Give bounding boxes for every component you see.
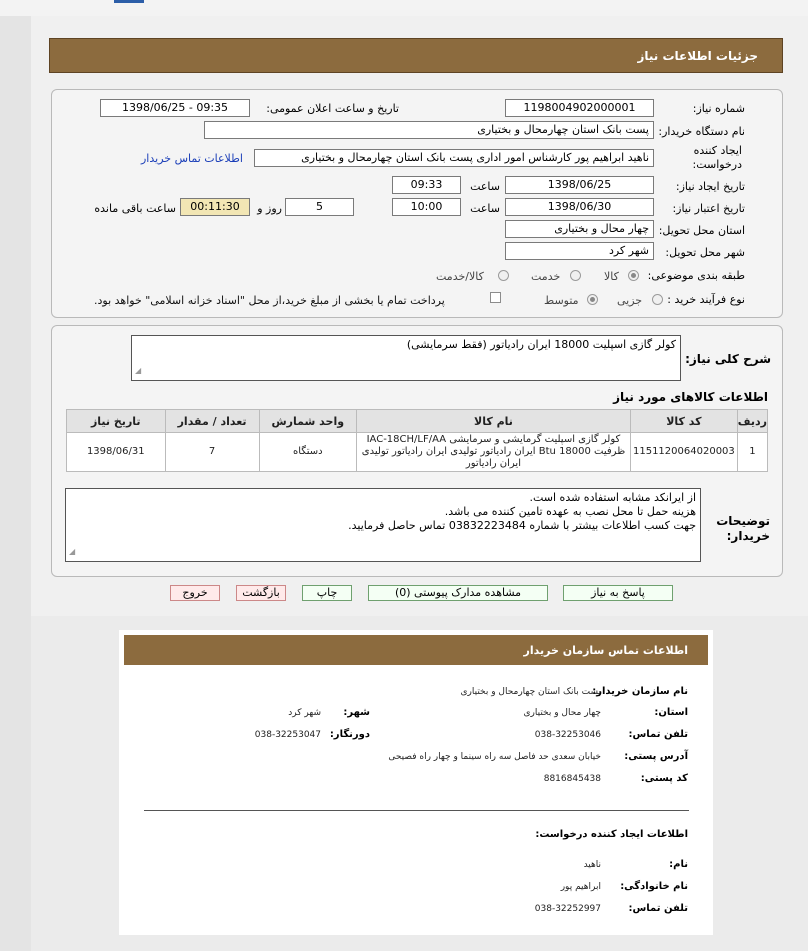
creator-family-label: نام خانوادگی:	[620, 881, 688, 892]
item-unit: دستگاه	[259, 433, 356, 472]
valid-time-label: ساعت	[470, 202, 500, 215]
description-text: کولر گازی اسپلیت 18000 ایران رادیاتور (فقط سرمایشی)	[406, 338, 676, 351]
creator-phone-label: تلفن تماس:	[628, 903, 688, 914]
contact-card-title: اطلاعات تماس سازمان خریدار	[523, 644, 688, 657]
province-label: استان محل تحویل:	[658, 224, 745, 237]
treasury-payment-checkbox[interactable]	[490, 292, 501, 303]
buyer-notes-textarea[interactable]	[65, 488, 701, 562]
category-radio-both[interactable]	[498, 270, 509, 281]
item-name: کولر گازی اسپلیت گرمایشی و سرمایشی IAC-18CH/LF/AA ظرفیت 18000 Btu ایران رادیاتور تولیدی ایران رادیاتور تولیدی ایران رادیاتور	[356, 433, 630, 472]
col-row: ردیف	[737, 410, 767, 433]
creator-label-line1: ایجاد کننده	[693, 144, 742, 157]
exit-button[interactable]: خروج	[170, 585, 220, 601]
item-code: 1151120064020003	[630, 433, 737, 472]
contact-org-value: پست بانک استان چهارمحال و بختیاری	[460, 687, 601, 697]
resize-grip-icon[interactable]: ◢	[69, 547, 76, 556]
print-button[interactable]: چاپ	[302, 585, 352, 601]
items-table	[66, 409, 768, 472]
remaining-label: ساعت باقی مانده	[94, 202, 176, 215]
col-qty: تعداد / مقدار	[165, 410, 259, 433]
back-button[interactable]: بازگشت	[236, 585, 286, 601]
creator-phone-value: 038-32252997	[534, 904, 601, 914]
creator-name-label: نام:	[669, 859, 688, 870]
contact-postal-label: کد پستی:	[640, 773, 688, 784]
contact-divider	[144, 810, 689, 811]
buyer-note-line-1: از ایرانکد مشابه استفاده شده است.	[529, 491, 696, 504]
city-label: شهر محل تحویل:	[665, 246, 745, 259]
reply-button[interactable]: پاسخ به نیاز	[563, 585, 673, 601]
buyer-note-line-2: هزینه حمل تا محل نصب به عهده تامین کننده می باشد.	[444, 505, 696, 518]
valid-date-label: تاریخ اعتبار نیاز:	[672, 202, 745, 215]
contact-postal-value: 8816845438	[543, 774, 601, 784]
table-row[interactable]	[67, 433, 768, 472]
remaining-time-field: 00:11:30	[180, 198, 250, 216]
purchase-type-label: نوع فرآیند خرید :	[667, 293, 745, 306]
created-date-label: تاریخ ایجاد نیاز:	[675, 180, 745, 193]
category-label: طبقه بندی موضوعی:	[647, 269, 745, 282]
announce-field: 1398/06/25 - 09:35	[100, 99, 250, 117]
contact-phone-label: تلفن تماس:	[628, 729, 688, 740]
category-radio-service[interactable]	[570, 270, 581, 281]
creator-label-line2: درخواست:	[692, 158, 742, 171]
created-time-label: ساعت	[470, 180, 500, 193]
need-number-label: شماره نیاز:	[692, 102, 745, 115]
col-code: کد کالا	[630, 410, 737, 433]
buyer-contact-card	[119, 630, 713, 935]
contact-address-label: آدرس پستی:	[624, 751, 688, 762]
resize-grip-icon[interactable]: ◢	[135, 366, 142, 375]
items-section-title: اطلاعات کالاهای مورد نیاز	[613, 390, 768, 404]
items-table-header	[67, 410, 768, 433]
contact-city-label: شهر:	[343, 707, 370, 718]
contact-phone-value: 038-32253046	[534, 730, 601, 740]
valid-time-field: 10:00	[392, 198, 461, 216]
creator-info-title: اطلاعات ایجاد کننده درخواست:	[535, 829, 688, 840]
buyer-field: پست بانک استان چهارمحال و بختیاری	[204, 121, 654, 139]
category-option-both: کالا/خدمت	[436, 270, 484, 283]
need-number-field: 1198004902000001	[505, 99, 654, 117]
contact-org-label: نام سازمان خریدار:	[592, 686, 688, 697]
item-date: 1398/06/31	[67, 433, 166, 472]
buyer-notes-label: توضیحات خریدار:	[716, 514, 770, 543]
description-textarea[interactable]	[131, 335, 681, 381]
category-radio-goods[interactable]	[628, 270, 639, 281]
buyer-label: نام دستگاه خریدار:	[658, 125, 745, 138]
contact-province-value: چهار محال و بختیاری	[523, 708, 601, 718]
created-date-field: 1398/06/25	[505, 176, 654, 194]
province-field: چهار محال و بختیاری	[505, 220, 654, 238]
col-name: نام کالا	[356, 410, 630, 433]
purchase-radio-medium[interactable]	[587, 294, 598, 305]
browser-top-bar	[0, 0, 808, 17]
col-unit: واحد شمارش	[259, 410, 356, 433]
days-field: 5	[285, 198, 354, 216]
contact-fax-label: دورنگار:	[329, 729, 370, 740]
treasury-payment-note: پرداخت تمام یا بخشی از مبلغ خرید،از محل "اسناد خزانه اسلامی" خواهد بود.	[94, 294, 445, 307]
row-number: 1	[737, 433, 767, 472]
contact-province-label: استان:	[654, 707, 688, 718]
contact-city-value: شهر کرد	[288, 708, 321, 718]
city-field: شهر کرد	[505, 242, 654, 260]
creator-name-value: ناهید	[583, 860, 601, 870]
purchase-radio-minor[interactable]	[652, 294, 663, 305]
category-option-service: خدمت	[531, 270, 561, 283]
days-label: روز و	[257, 202, 282, 215]
col-date: تاریخ نیاز	[67, 410, 166, 433]
buyer-note-line-3: جهت کسب اطلاعات بیشتر با شماره 03832223484 تماس حاصل فرمایید.	[348, 519, 696, 532]
page-header	[49, 38, 783, 73]
top-scroll-indicator[interactable]	[114, 0, 144, 3]
creator-family-value: ابراهیم پور	[560, 882, 601, 892]
purchase-option-medium: متوسط	[544, 294, 579, 307]
attachments-button[interactable]: مشاهده مدارک پیوستی (0)	[368, 585, 548, 601]
left-margin	[0, 16, 31, 951]
page-title: جزئیات اطلاعات نیاز	[637, 49, 758, 63]
purchase-option-minor: جزیی	[617, 294, 643, 307]
announce-label: تاریخ و ساعت اعلان عمومی:	[266, 102, 399, 115]
contact-fax-value: 038-32253047	[254, 730, 321, 740]
buyer-contact-link[interactable]: اطلاعات تماس خریدار	[141, 152, 243, 165]
creator-field: ناهید ابراهیم پور کارشناس امور اداری پست بانک استان چهارمحال و بختیاری	[254, 149, 654, 167]
contact-address-value: خیابان سعدی حد فاصل سه راه سینما و چهار راه فصیحی	[388, 752, 601, 762]
contact-card-header	[124, 635, 708, 665]
category-option-goods: کالا	[604, 270, 619, 283]
item-qty: 7	[165, 433, 259, 472]
valid-date-field: 1398/06/30	[505, 198, 654, 216]
created-time-field: 09:33	[392, 176, 461, 194]
description-label: شرح کلی نیاز:	[685, 352, 771, 366]
